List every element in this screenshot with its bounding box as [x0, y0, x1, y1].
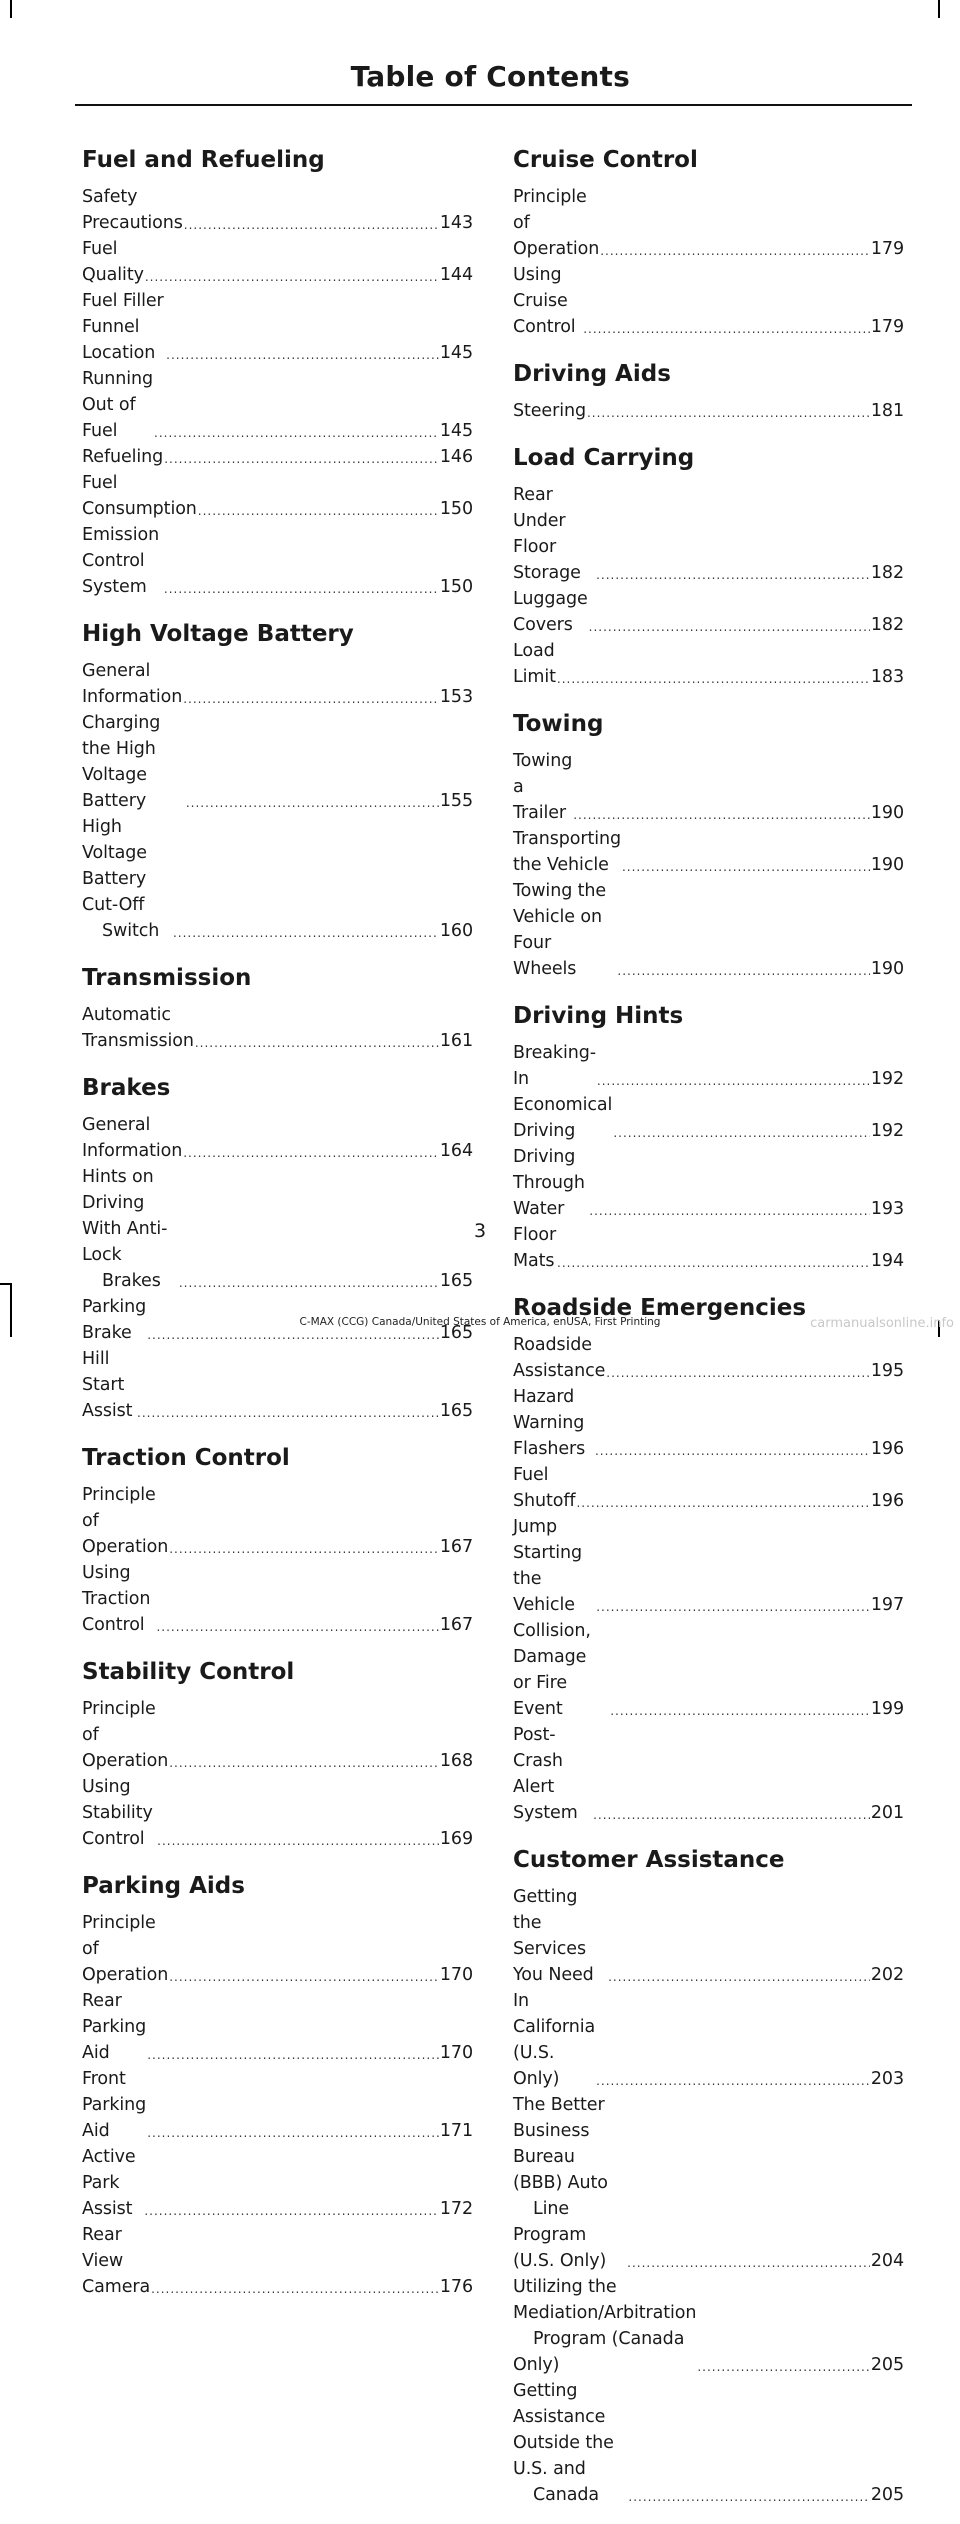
- toc-section: [513, 1842, 904, 2508]
- toc-entry-title: [82, 1696, 168, 1774]
- toc-entry-title: [513, 586, 588, 638]
- crop-mark-bottom-left-h: [0, 1283, 12, 1285]
- toc-entry-title: [513, 184, 599, 262]
- toc-entry-title-text: Towing a Trailer: [513, 751, 573, 823]
- toc-entry-page: 160: [439, 921, 473, 941]
- toc-leader-dots: [697, 2362, 870, 2372]
- toc-entry-title-text: Hazard Warning Flashers: [513, 1387, 586, 1459]
- toc-entry-title: [513, 826, 621, 878]
- toc-entry-page: 176: [439, 2277, 473, 2297]
- toc-entry[interactable]: [82, 1112, 473, 1164]
- toc-entry-title: [82, 1482, 168, 1560]
- toc-entry-title-text: Driving Through Water: [513, 1147, 585, 1219]
- toc-entry-title-text: Emission Control System: [82, 525, 160, 597]
- toc-entry-page: 205: [870, 2485, 904, 2505]
- toc-leader-dots: [557, 674, 870, 684]
- toc-entry[interactable]: [513, 1988, 904, 2092]
- toc-entry-page: 150: [439, 577, 473, 597]
- toc-leader-dots: [589, 1206, 870, 1216]
- toc-entry[interactable]: [82, 1560, 473, 1638]
- toc-leader-dots: [593, 1810, 870, 1820]
- toc-leader-dots: [596, 2076, 870, 2086]
- toc-entry-title: [82, 1560, 155, 1638]
- toc-leader-dots: [169, 1544, 439, 1554]
- toc-entry-title-text: Transporting the Vehicle: [513, 829, 621, 875]
- toc-entry[interactable]: [513, 826, 904, 878]
- toc-section: [513, 1290, 904, 1826]
- section-heading: Brakes: [82, 1075, 171, 1101]
- toc-entry-title: [82, 366, 153, 444]
- toc-entry-title: [513, 748, 572, 826]
- toc-entry-page: 153: [439, 687, 473, 707]
- section-heading: Customer Assistance: [513, 1847, 785, 1873]
- toc-entry-title: [82, 470, 197, 522]
- toc-entry-title-text: Hill Start Assist: [82, 1349, 133, 1421]
- toc-entry-title-text: Floor Mats: [513, 1225, 557, 1271]
- toc-entry-title: [513, 1092, 612, 1144]
- toc-entry-title: [513, 1884, 607, 1988]
- toc-entry-title-text: High Voltage Battery Cut-Off: [82, 817, 147, 915]
- toc-entry-page: 196: [870, 1439, 904, 1459]
- toc-leader-dots: [151, 2284, 439, 2294]
- toc-entry-title: [82, 1002, 194, 1054]
- toc-entry[interactable]: [513, 1618, 904, 1722]
- toc-entry[interactable]: [513, 586, 904, 638]
- toc-entry[interactable]: [513, 1514, 904, 1618]
- toc-entry-page: 170: [439, 2043, 473, 2063]
- footer-text: C-MAX (CCG) Canada/United States of America, enUSA, First Printing: [299, 1316, 661, 1328]
- toc-entry-title-text: Economical Driving: [513, 1095, 613, 1141]
- toc-entry[interactable]: [513, 1040, 904, 1092]
- toc-entry-title: [82, 1346, 136, 1424]
- toc-entry[interactable]: [513, 1092, 904, 1144]
- toc-entry-title: [82, 1910, 168, 1988]
- toc-entry-title-text: Fuel Filler Funnel Location: [82, 291, 164, 363]
- toc-entry[interactable]: [513, 1144, 904, 1222]
- toc-entry[interactable]: [513, 878, 904, 982]
- toc-entry-title-text: In California (U.S. Only): [513, 1991, 596, 2089]
- toc-section: [82, 1440, 473, 1638]
- toc-leader-dots: [183, 694, 439, 704]
- toc-entry-page: 165: [439, 1401, 473, 1421]
- toc-entry[interactable]: [82, 1774, 473, 1852]
- toc-entry-title-text: Using Stability Control: [82, 1777, 153, 1849]
- toc-entry-page: 146: [439, 447, 473, 467]
- toc-leader-dots: [179, 1278, 439, 1288]
- header-rule: [75, 104, 912, 106]
- toc-entry[interactable]: [82, 658, 473, 710]
- toc-entry[interactable]: [513, 1884, 904, 1988]
- toc-leader-dots: [164, 584, 439, 594]
- toc-entry[interactable]: [82, 366, 473, 444]
- toc-entry[interactable]: [82, 444, 473, 470]
- toc-entry-page: 199: [870, 1699, 904, 1719]
- toc-entry-title: [513, 878, 616, 982]
- toc-entry-title: [82, 2144, 143, 2222]
- toc-entry-title-text: Refueling: [82, 447, 164, 467]
- toc-leader-dots: [596, 1602, 870, 1612]
- toc-entry-page: 179: [870, 239, 904, 259]
- toc-leader-dots: [156, 1622, 438, 1632]
- toc-entry[interactable]: [82, 1988, 473, 2066]
- toc-entry-title-text: Rear Under Floor Storage: [513, 485, 581, 583]
- section-heading: Roadside Emergencies: [513, 1295, 807, 1321]
- toc-leader-dots: [169, 1758, 439, 1768]
- toc-entry-page: 167: [439, 1615, 473, 1635]
- toc-entry-title: [513, 1462, 575, 1514]
- toc-entry-page: 195: [870, 1361, 904, 1381]
- toc-entry-title-continuation: Canada: [533, 2485, 599, 2505]
- toc-leader-dots: [617, 966, 869, 976]
- toc-leader-dots: [195, 1038, 439, 1048]
- toc-entry-page: 155: [439, 791, 473, 811]
- toc-entry[interactable]: [82, 1482, 473, 1560]
- toc-entry-page: 145: [439, 421, 473, 441]
- toc-entry[interactable]: [82, 236, 473, 288]
- toc-entry-page: 201: [870, 1803, 904, 1823]
- toc-leader-dots: [573, 810, 870, 820]
- toc-entry-page: 196: [870, 1491, 904, 1511]
- toc-entry-title-text: Jump Starting the Vehicle: [513, 1517, 583, 1615]
- toc-entry-title-continuation: Line Program (U.S. Only): [513, 2199, 607, 2271]
- toc-entry[interactable]: [82, 2222, 473, 2300]
- toc-leader-dots: [186, 798, 439, 808]
- toc-entry-title-text: Rear View Camera: [82, 2225, 151, 2297]
- toc-entry-page: 192: [870, 1069, 904, 1089]
- toc-entry-title: [82, 1988, 146, 2066]
- toc-entry-page: 182: [870, 615, 904, 635]
- toc-entry[interactable]: [82, 184, 473, 236]
- toc-entry[interactable]: [82, 1910, 473, 1988]
- toc-entry-title: [513, 2274, 696, 2378]
- toc-entry-title-text: Principle of Operation: [513, 187, 600, 259]
- toc-entry-title-text: Running Out of Fuel: [82, 369, 154, 441]
- toc-entry-title-text: Fuel Shutoff: [513, 1465, 576, 1511]
- toc-entry-title: [513, 482, 595, 586]
- toc-entry-title: [82, 236, 144, 288]
- toc-entry-title-text: Getting the Services You Need: [513, 1887, 594, 1985]
- toc-entry-page: 143: [439, 213, 473, 233]
- toc-entry-title-text: Getting Assistance Outside the U.S. and: [513, 2381, 614, 2479]
- toc-leader-dots: [147, 2128, 439, 2138]
- section-heading: Towing: [513, 711, 604, 737]
- toc-entry-page: 167: [439, 1537, 473, 1557]
- toc-entry-page: 179: [870, 317, 904, 337]
- toc-entry[interactable]: [513, 184, 904, 262]
- toc-entry-title: [513, 2378, 627, 2508]
- toc-entry-title: [82, 710, 185, 814]
- toc-entry-title-text: Parking Brake: [82, 1297, 147, 1343]
- crop-mark-bottom-left: [10, 1283, 12, 1337]
- toc-leader-dots: [627, 2258, 870, 2268]
- toc-entry-title-text: Steering: [513, 401, 586, 421]
- toc-entry-title-text: General Information: [82, 1115, 183, 1161]
- toc-entry-page: 165: [439, 1271, 473, 1291]
- toc-leader-dots: [144, 2206, 439, 2216]
- toc-entry-page: 164: [439, 1141, 473, 1161]
- toc-leader-dots: [184, 220, 439, 230]
- toc-entry-title: [513, 1332, 605, 1384]
- toc-section: [513, 440, 904, 690]
- toc-entry-page: 182: [870, 563, 904, 583]
- toc-entry-page: 202: [870, 1965, 904, 1985]
- toc-leader-dots: [145, 272, 439, 282]
- toc-leader-dots: [157, 1836, 439, 1846]
- toc-entry-title: [82, 1774, 156, 1852]
- toc-entry-title-text: Using Cruise Control: [513, 265, 576, 337]
- toc-leader-dots: [198, 506, 439, 516]
- toc-entry-title: [513, 638, 556, 690]
- toc-entry-title: [513, 1722, 592, 1826]
- toc-entry-page: 197: [870, 1595, 904, 1615]
- toc-entry-title-text: Fuel Quality: [82, 239, 144, 285]
- toc-entry[interactable]: [513, 1384, 904, 1462]
- toc-entry-title-text: Using Traction Control: [82, 1563, 151, 1635]
- toc-leader-dots: [137, 1408, 439, 1418]
- toc-entry-page: 170: [439, 1965, 473, 1985]
- toc-leader-dots: [576, 1498, 869, 1508]
- section-heading: Fuel and Refueling: [82, 147, 325, 173]
- toc-leader-dots: [164, 454, 439, 464]
- watermark: carmanualsonline.info: [810, 1316, 954, 1331]
- toc-entry[interactable]: [82, 814, 473, 944]
- toc-entry-title: [513, 1618, 609, 1722]
- section-heading: Parking Aids: [82, 1873, 245, 1899]
- toc-entry-page: 190: [870, 855, 904, 875]
- toc-entry-title-continuation: Brakes: [102, 1271, 161, 1291]
- toc-entry-title-text: Active Park Assist: [82, 2147, 136, 2219]
- toc-entry[interactable]: [513, 2092, 904, 2274]
- toc-entry[interactable]: [513, 1722, 904, 1826]
- toc-entry-title-text: Fuel Consumption: [82, 473, 197, 519]
- toc-entry-title-text: Post-Crash Alert System: [513, 1725, 578, 1823]
- toc-entry[interactable]: [82, 1002, 473, 1054]
- toc-entry[interactable]: [513, 748, 904, 826]
- toc-leader-dots: [595, 1446, 870, 1456]
- toc-entry-title-text: Charging the High Voltage Battery: [82, 713, 161, 811]
- toc-leader-dots: [147, 2050, 439, 2060]
- toc-section: [82, 1868, 473, 2300]
- toc-entry[interactable]: [513, 482, 904, 586]
- toc-entry-title: [513, 1384, 594, 1462]
- toc-entry[interactable]: [513, 1462, 904, 1514]
- page-title: Table of Contents: [350, 60, 630, 93]
- crop-mark-top-right: [938, 0, 940, 18]
- toc-leader-dots: [600, 246, 870, 256]
- toc-entry[interactable]: [513, 262, 904, 340]
- toc-entry-title-text: The Better Business Bureau (BBB) Auto: [513, 2095, 608, 2193]
- toc-leader-dots: [173, 928, 439, 938]
- toc-entry-title: [82, 814, 172, 944]
- toc-leader-dots: [557, 1258, 870, 1268]
- toc-section: [82, 960, 473, 1054]
- toc-leader-dots: [608, 1972, 870, 1982]
- toc-entry-page: 205: [870, 2355, 904, 2375]
- toc-entry[interactable]: [82, 1346, 473, 1424]
- toc-entry-page: 145: [439, 343, 473, 363]
- section-heading: High Voltage Battery: [82, 621, 354, 647]
- toc-entry-title-text: Principle of Operation: [82, 1699, 169, 1771]
- toc-leader-dots: [183, 1148, 439, 1158]
- toc-entry-page: 190: [870, 959, 904, 979]
- toc-section: [513, 706, 904, 982]
- toc-entry-title-text: Roadside Assistance: [513, 1335, 606, 1381]
- toc-section: [513, 142, 904, 340]
- toc-entry-title-text: Principle of Operation: [82, 1913, 169, 1985]
- toc-entry-page: 183: [870, 667, 904, 687]
- toc-leader-dots: [169, 1972, 439, 1982]
- toc-entry-title-text: Towing the Vehicle on Four Wheels: [513, 881, 607, 979]
- toc-entry[interactable]: [513, 638, 904, 690]
- toc-entry-page: 150: [439, 499, 473, 519]
- toc-section: [82, 1654, 473, 1852]
- toc-entry-title-continuation: Switch: [102, 921, 160, 941]
- toc-leader-dots: [166, 350, 439, 360]
- toc-entry[interactable]: [82, 1696, 473, 1774]
- toc-entry-title: [513, 1514, 595, 1618]
- toc-entry[interactable]: [513, 2378, 904, 2508]
- toc-entry-title-continuation: Program (Canada Only): [513, 2329, 685, 2375]
- toc-entry-page: 168: [439, 1751, 473, 1771]
- toc-entry-page: 203: [870, 2069, 904, 2089]
- toc-entry-title-text: Collision, Damage or Fire Event: [513, 1621, 591, 1719]
- toc-entry[interactable]: [513, 1332, 904, 1384]
- toc-entry-title: [82, 444, 163, 470]
- toc-leader-dots: [154, 428, 439, 438]
- toc-entry-title-text: Safety Precautions: [82, 187, 183, 233]
- toc-entry-title: [82, 2066, 146, 2144]
- toc-entry-page: 204: [870, 2251, 904, 2271]
- toc-entry[interactable]: [513, 398, 904, 424]
- toc-entry-title: [82, 184, 183, 236]
- toc-entry-title: [513, 262, 582, 340]
- section-heading: Stability Control: [82, 1659, 295, 1685]
- toc-leader-dots: [622, 862, 870, 872]
- toc-entry-page: 194: [870, 1251, 904, 1271]
- toc-entry-page: 144: [439, 265, 473, 285]
- toc-section: [82, 616, 473, 944]
- toc-entry-page: 190: [870, 803, 904, 823]
- toc-leader-dots: [597, 1076, 870, 1086]
- toc-entry[interactable]: [82, 710, 473, 814]
- toc-leader-dots: [596, 570, 870, 580]
- page-number: 3: [473, 1220, 487, 1242]
- toc-leader-dots: [613, 1128, 870, 1138]
- toc-entry-page: 192: [870, 1121, 904, 1141]
- toc-entry-title-text: Front Parking Aid: [82, 2069, 147, 2141]
- toc-entry[interactable]: [82, 522, 473, 600]
- toc-entry-title-text: Hints on Driving With Anti-Lock: [82, 1167, 168, 1265]
- toc-section: [82, 1070, 473, 1424]
- toc-entry[interactable]: [82, 288, 473, 366]
- toc-leader-dots: [610, 1706, 870, 1716]
- section-heading: Cruise Control: [513, 147, 698, 173]
- toc-entry[interactable]: [82, 470, 473, 522]
- toc-entry-page: 169: [439, 1829, 473, 1849]
- toc-leader-dots: [147, 1330, 439, 1340]
- section-heading: Load Carrying: [513, 445, 695, 471]
- toc-section: [82, 142, 473, 600]
- toc-entry-title: [82, 522, 163, 600]
- toc-entry-title: [82, 1112, 182, 1164]
- toc-entry-title-text: Principle of Operation: [82, 1485, 169, 1557]
- toc-leader-dots: [606, 1368, 870, 1378]
- crop-mark-top-left: [10, 0, 12, 18]
- toc-entry-title-text: Load Limit: [513, 641, 556, 687]
- toc-entry[interactable]: [513, 2274, 904, 2378]
- toc-entry-title: [513, 1040, 596, 1092]
- toc-leader-dots: [589, 622, 870, 632]
- toc-entry-title: [513, 2092, 626, 2274]
- toc-entry-title: [82, 658, 182, 710]
- toc-entry-title: [82, 2222, 150, 2300]
- toc-entry-title: [513, 1988, 595, 2092]
- section-heading: Traction Control: [82, 1445, 290, 1471]
- toc-entry-page: 171: [439, 2121, 473, 2141]
- toc-entry[interactable]: [82, 2144, 473, 2222]
- toc-column-right: [513, 142, 904, 2524]
- toc-entry-title: [513, 398, 586, 424]
- toc-entry-title: [82, 288, 165, 366]
- toc-entry-title-text: Rear Parking Aid: [82, 1991, 147, 2063]
- toc-entry-title-text: Automatic Transmission: [82, 1005, 194, 1051]
- toc-entry-page: 172: [439, 2199, 473, 2219]
- section-heading: Driving Aids: [513, 361, 671, 387]
- toc-entry-page: 165: [439, 1323, 473, 1343]
- toc-section: [513, 356, 904, 424]
- toc-entry-page: 181: [870, 401, 904, 421]
- toc-leader-dots: [583, 324, 870, 334]
- section-heading: Driving Hints: [513, 1003, 684, 1029]
- toc-entry-title-text: Luggage Covers: [513, 589, 588, 635]
- toc-entry[interactable]: [82, 2066, 473, 2144]
- toc-leader-dots: [628, 2492, 870, 2502]
- toc-entry-title: [513, 1144, 588, 1222]
- toc-entry-title-text: Breaking-In: [513, 1043, 596, 1089]
- toc-entry-title-text: Utilizing the Mediation/Arbitration: [513, 2277, 697, 2323]
- toc-leader-dots: [587, 408, 870, 418]
- section-heading: Transmission: [82, 965, 252, 991]
- toc-entry-page: 161: [439, 1031, 473, 1051]
- toc-entry-page: 193: [870, 1199, 904, 1219]
- toc-entry-title-text: General Information: [82, 661, 183, 707]
